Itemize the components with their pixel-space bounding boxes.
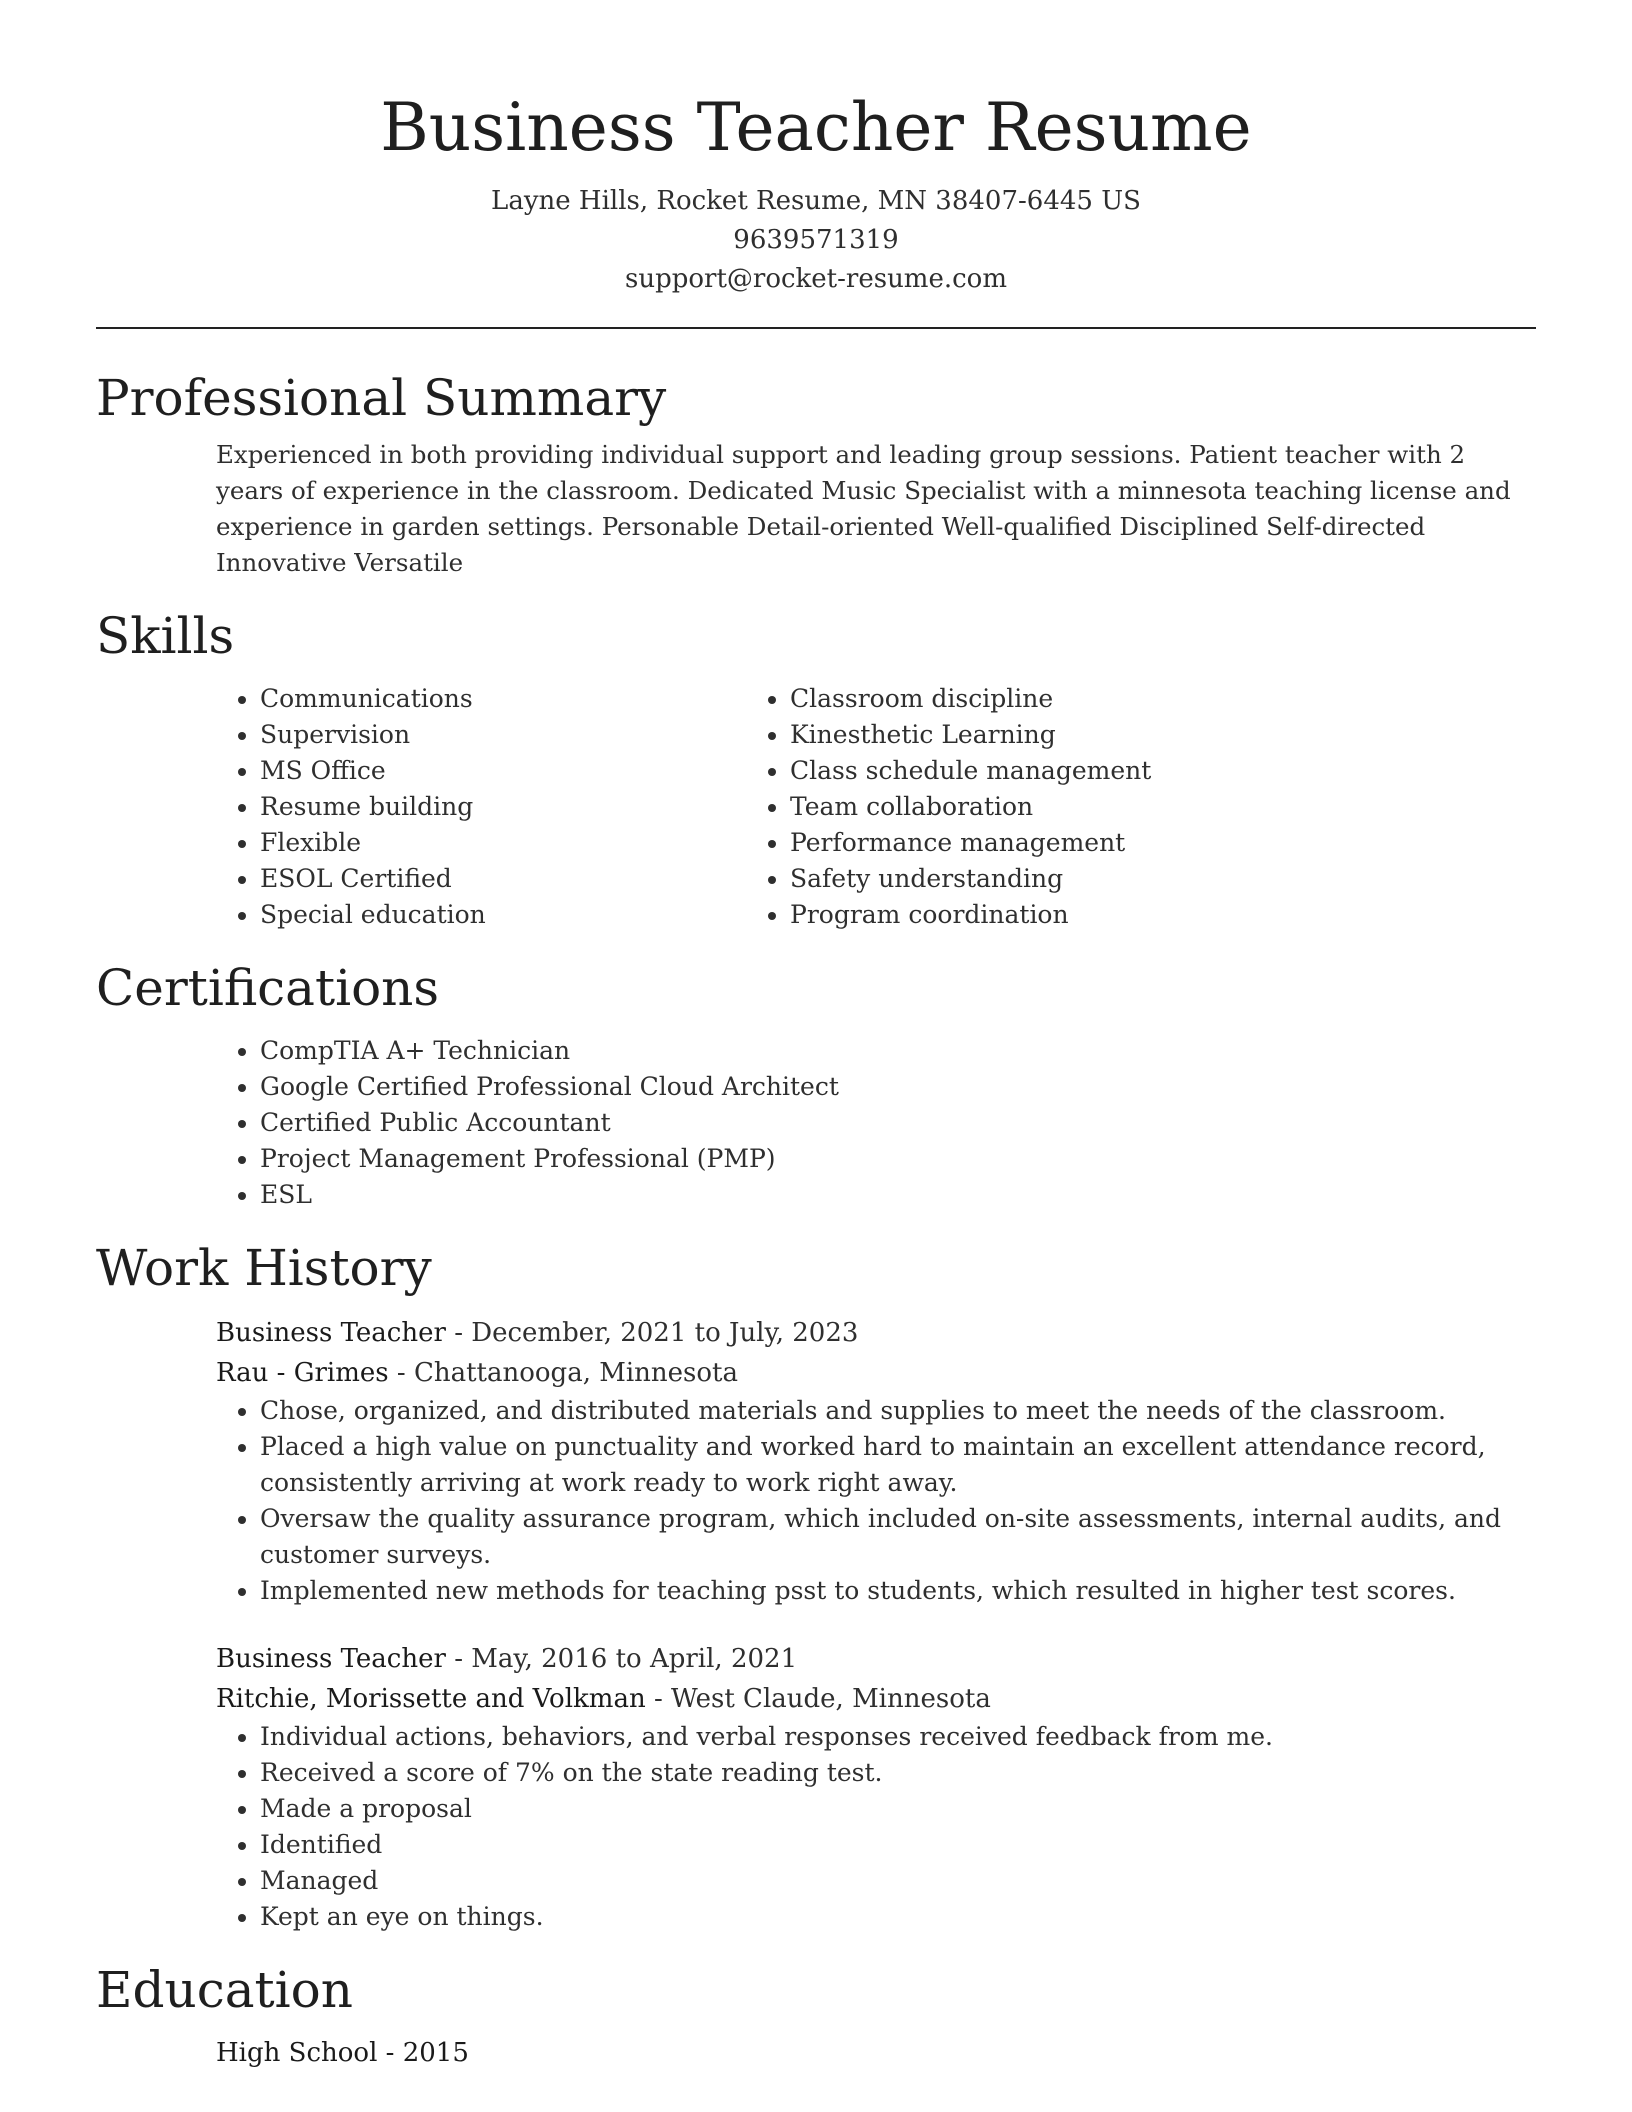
list-item: • Kept an eye on things. [260,1899,1536,1935]
skills-section [96,603,1536,933]
list-item: • Resume building [260,789,746,825]
summary-section [96,365,1536,581]
list-item: • Communications [260,681,746,717]
list-item: • Kinesthetic Learning [790,717,1440,753]
skills-heading: Skills [96,607,235,665]
education-section [96,1957,1536,2073]
list-item: • Implemented new methods for teaching psst to students, which resulted in higher test scores. [260,1573,1536,1609]
list-item: • Identified [260,1827,1536,1863]
job-entry [96,1313,1536,1609]
job-employer: Rau - Grimes [216,1358,389,1388]
list-item: • Classroom discipline [790,681,1440,717]
list-item: • Individual actions, behaviors, and verbal responses received feedback from me. [260,1719,1536,1755]
summary-heading: Professional Summary [96,369,667,427]
skills-list-right [790,681,1440,933]
list-item: • ESL [260,1177,1536,1213]
list-item: • ESOL Certified [260,861,746,897]
job-title: Business Teacher [216,1644,446,1674]
summary-text: Experienced in both providing individual support and leading group sessions. Patient teacher with 2 years of experience in the classroom. Dedicated Music Specialist with a minnesota teaching license and experience in garden settings. Personable Detail-oriented Well-qualified Disciplined Self-directed Innovative Versatile [216,440,1511,577]
resume-page [96,0,1536,2073]
job-employer: Ritchie, Morissette and Volkman [216,1684,646,1714]
job-title-line [96,1639,1536,1679]
job-title: Business Teacher [216,1318,446,1348]
list-item: • Performance management [790,825,1440,861]
skills-list-left [96,681,746,933]
certifications-section [96,955,1536,1213]
list-item: • Made a proposal [260,1791,1536,1827]
job-duties [96,1719,1536,1935]
list-item: • Project Management Professional (PMP) [260,1141,1536,1177]
list-item: • Received a score of 7% on the state reading test. [260,1755,1536,1791]
list-item: • Certified Public Accountant [260,1105,1536,1141]
list-item: • Google Certified Professional Cloud Architect [260,1069,1536,1105]
certifications-list [96,1033,1536,1213]
contact-phone: 9639571319 [733,225,899,255]
list-item: • Program coordination [790,897,1440,933]
work-history-section [96,1235,1536,1935]
job-location: - West Claude, Minnesota [645,1684,991,1714]
skills-column-right [746,681,1440,933]
job-entry [96,1639,1536,1935]
job-employer-line [96,1353,1536,1393]
list-item: • Safety understanding [790,861,1440,897]
skills-column-left [96,681,746,933]
job-dates: - May, 2016 to April, 2021 [445,1644,798,1674]
list-item: • Special education [260,897,746,933]
resume-title: Business Teacher Resume [380,89,1252,166]
list-item: • Chose, organized, and distributed materials and supplies to meet the needs of the classroom. [260,1393,1536,1429]
education-heading: Education [96,1961,353,2019]
education-entry: High School - 2015 [216,2038,469,2068]
list-item: • Team collaboration [790,789,1440,825]
contact-info [96,182,1536,299]
list-item: • Flexible [260,825,746,861]
list-item: • Class schedule management [790,753,1440,789]
certifications-heading: Certifications [96,959,440,1017]
contact-email: support@rocket-resume.com [624,264,1007,294]
job-title-line [96,1313,1536,1353]
work-history-heading: Work History [96,1239,432,1297]
job-duties [96,1393,1536,1609]
list-item: • Managed [260,1863,1536,1899]
contact-address: Layne Hills, Rocket Resume, MN 38407-6445 US [491,186,1141,216]
list-item: • Placed a high value on punctuality and worked hard to maintain an excellent attendance record, consistently arriving at work ready to work right away. [260,1429,1536,1501]
header-divider [96,327,1536,329]
list-item: • CompTIA A+ Technician [260,1033,1536,1069]
list-item: • Oversaw the quality assurance program, which included on-site assessments, internal audits, and customer surveys. [260,1501,1536,1573]
job-location: - Chattanooga, Minnesota [388,1358,738,1388]
list-item: • Supervision [260,717,746,753]
skills-columns [96,681,1536,933]
job-employer-line [96,1679,1536,1719]
list-item: • MS Office [260,753,746,789]
resume-header [96,0,1536,299]
job-dates: - December, 2021 to July, 2023 [445,1318,859,1348]
